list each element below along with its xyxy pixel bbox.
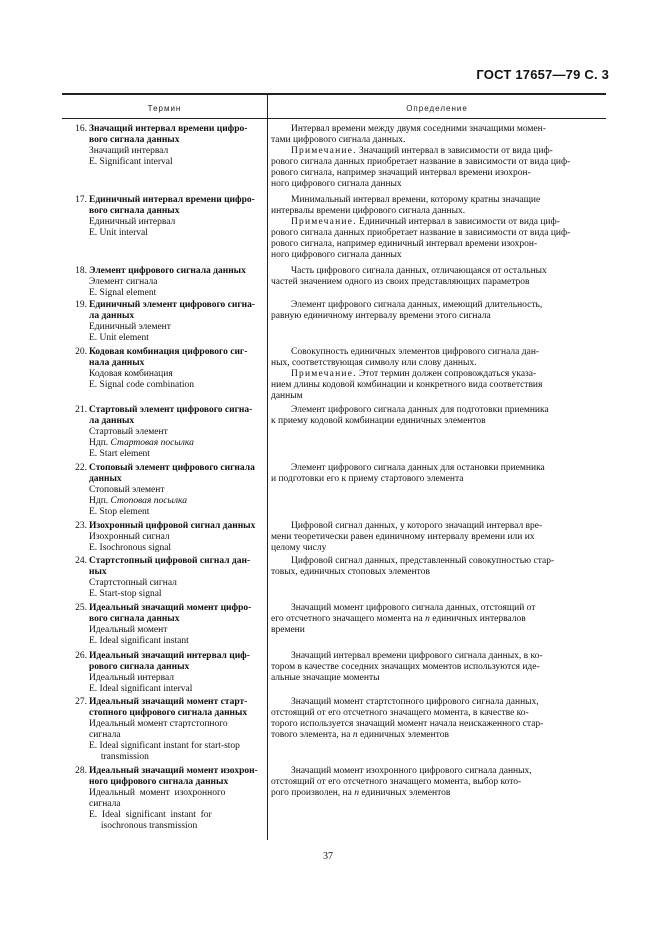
term-number: 17. xyxy=(75,195,87,205)
short-term: isochronous transmission xyxy=(89,821,198,831)
definition-note: Примечание. Единичный интервал в зависимости от вида циф- рового сигнала данных приобретает название в зависимости от вида циф- рового сигнала, например единичный интервал времени изохрон- ного цифрового сигнала данных xyxy=(271,217,571,260)
term-number: 28. xyxy=(75,766,87,776)
page-number: 37 xyxy=(323,851,333,862)
column-divider xyxy=(267,94,268,840)
english-equivalent: E. Start element xyxy=(89,449,150,459)
term-title: вого сигнала данных xyxy=(89,206,180,216)
definition-text: Часть цифрового сигнала данных, отличающаяся от остальных частей значением одного из своих представляющих параметров xyxy=(271,266,547,287)
english-equivalent: E. Ideal significant instant xyxy=(89,636,189,646)
term-title: 18. Элемент цифрового сигнала данных xyxy=(62,266,264,277)
term-title: ного цифрового сигнала данных xyxy=(89,777,229,787)
term-cell xyxy=(62,556,264,600)
definition-cell xyxy=(271,195,607,261)
english-equivalent: E. Signal element xyxy=(89,288,157,298)
document-header: ГОСТ 17657—79 С. 3 xyxy=(476,67,609,82)
english-equivalent: E. Unit interval xyxy=(89,228,148,238)
english-equivalent: E. Significant interval xyxy=(89,157,173,167)
definition-text: Элемент цифрового сигнала данных, имеющий длительность, равную единичному интервалу времени этого сигнала xyxy=(271,300,543,321)
short-term: transmission xyxy=(89,752,149,762)
term-title: 17. Единичный интервал времени цифро- xyxy=(62,195,264,206)
term-cell xyxy=(62,463,264,518)
english-equivalent: E. Unit element xyxy=(89,333,149,343)
term-title: данных xyxy=(89,474,122,484)
term-title: 28. Идеальный значащий момент изохрон- xyxy=(62,766,264,777)
term-number: 26. xyxy=(75,651,87,661)
term-number: 16. xyxy=(75,124,87,134)
short-term: сигнала xyxy=(89,799,121,809)
term-title: стопного цифрового сигнала данных xyxy=(89,708,248,718)
header-rule xyxy=(62,118,606,119)
term-cell xyxy=(62,651,264,695)
term-title: рового сигнала данных xyxy=(89,662,190,672)
term-number: 25. xyxy=(75,603,87,613)
term-title: ла данных xyxy=(89,311,135,321)
english-equivalent: E. Ideal significant interval xyxy=(89,684,193,694)
deprecated-term: Ндп. Стартовая посылка xyxy=(89,438,194,448)
term-number: 27. xyxy=(75,697,87,707)
short-term: Идеальный момент xyxy=(89,625,168,635)
term-title: 23. Изохронный цифровой сигнал данных xyxy=(62,521,264,532)
term-title: 25. Идеальный значащий момент цифро- xyxy=(62,603,264,614)
term-number: 22. xyxy=(75,463,87,473)
short-term: Единичный элемент xyxy=(89,322,171,332)
english-equivalent: E. Signal code combination xyxy=(89,380,195,390)
term-number: 24. xyxy=(75,556,87,566)
short-term: Стартстопный сигнал xyxy=(89,578,177,588)
definition-cell xyxy=(271,266,607,288)
english-equivalent: E. Stop element xyxy=(89,507,150,517)
short-term: Значащий интервал xyxy=(89,146,169,156)
short-term: Изохронный сигнал xyxy=(89,532,170,542)
definition-cell xyxy=(271,603,607,636)
term-cell xyxy=(62,300,264,344)
short-term: Идеальный момент изохронного xyxy=(89,788,226,798)
term-cell xyxy=(62,405,264,460)
term-title: вого сигнала данных xyxy=(89,614,180,624)
definition-note: Примечание. Этот термин должен сопровождаться указа- нием длины кодовой комбинации и конкретного вида соответствия данным xyxy=(271,369,543,401)
definition-cell xyxy=(271,521,607,554)
definition-text: Элемент цифрового сигнала данных для остановки приемника и подготовки его к приему стартового элемента xyxy=(271,463,545,484)
top-rule xyxy=(62,93,606,95)
term-cell xyxy=(62,603,264,647)
term-title: ных xyxy=(89,567,107,577)
term-number: 19. xyxy=(75,300,87,310)
short-term: Стартовый элемент xyxy=(89,427,168,437)
term-number: 23. xyxy=(75,521,87,531)
short-term: сигнала xyxy=(89,730,121,740)
definition-text: Значащий момент изохронного цифрового сигнала данных, отстоящий от его отсчетного значащего момента, выбор кото- рого произволен, на n единичных элементов xyxy=(271,766,532,798)
term-cell xyxy=(62,124,264,168)
definition-cell xyxy=(271,556,607,578)
definition-cell xyxy=(271,651,607,684)
definition-text: Элемент цифрового сигнала данных для подготовки приемника к приему кодовой комбинации единичных элементов xyxy=(271,405,549,426)
english-equivalent: E. Ideal significant instant for start-stop xyxy=(89,741,240,751)
english-equivalent: E. Ideal significant instant for xyxy=(89,810,212,820)
definition-text: Совокупность единичных элементов цифрового сигнала дан- ных, соответствующая символу или слову данных. xyxy=(271,347,540,368)
definition-note: Примечание. Значащий интервал в зависимости от вида циф- рового сигнала данных приобретает название в зависимости от вида циф- рового сигнала, например значащий интервал времени изохрон- ного цифрового сигнала данных xyxy=(271,146,571,189)
term-title: 26. Идеальный значащий интервал циф- xyxy=(62,651,264,662)
term-title: вого сигнала данных xyxy=(89,135,180,145)
term-title: ла данных xyxy=(89,416,135,426)
term-title: 20. Кодовая комбинация цифрового сиг- xyxy=(62,347,264,358)
term-number: 20. xyxy=(75,347,87,357)
term-cell xyxy=(62,697,264,763)
definition-cell xyxy=(271,300,607,322)
term-number: 18. xyxy=(75,266,87,276)
short-term: Стоповый элемент xyxy=(89,485,165,495)
definition-text: Значащий интервал времени цифрового сигнала данных, в ко- тором в качестве соседних значащих моментов используются иде- альные значащие моменты xyxy=(271,651,543,683)
short-term: Элемент сигнала xyxy=(89,277,158,287)
term-title: 21. Стартовый элемент цифрового сигна- xyxy=(62,405,264,416)
term-number: 21. xyxy=(75,405,87,415)
definition-text: Цифровой сигнал данных, у которого значащий интервал вре- мени теоретически равен единичному интервалу времени или их целому числу xyxy=(271,521,543,553)
definition-cell xyxy=(271,463,607,485)
column-header-definition: Определение xyxy=(406,104,468,113)
definition-text: Значащий момент стартстопного цифрового сигнала данных, отстоящий от его отсчетного значащего момента, в качестве ко- торого используется значащий момент начала неискаженного стар- тового элемента, на n единичных элементов xyxy=(271,697,544,740)
definition-text: Цифровой сигнал данных, представленный совокупностью стар- товых, единичных стоповых элементов xyxy=(271,556,555,577)
term-title: нала данных xyxy=(89,358,145,368)
short-term: Единичный интервал xyxy=(89,217,176,227)
definition-cell xyxy=(271,697,607,741)
term-title: 19. Единичный элемент цифрового сигна- xyxy=(62,300,264,311)
short-term: Идеальный момент стартстопного xyxy=(89,719,228,729)
definition-text: Значащий момент цифрового сигнала данных, отстоящий от его отсчетного значащего момента на n единичных интервалов времени xyxy=(271,603,536,635)
short-term: Идеальный интервал xyxy=(89,673,175,683)
term-cell xyxy=(62,766,264,832)
term-title: 22. Стоповый элемент цифрового сигнала xyxy=(62,463,264,474)
english-equivalent: E. Isochronous signal xyxy=(89,543,172,553)
definition-text: Интервал времени между двумя соседними значащими момен- тами цифрового сигнала данных. xyxy=(271,124,546,145)
definition-cell xyxy=(271,405,607,427)
term-title: 27. Идеальный значащий момент старт- xyxy=(62,697,264,708)
term-cell xyxy=(62,195,264,239)
term-cell xyxy=(62,266,264,299)
english-equivalent: E. Start-stop signal xyxy=(89,589,162,599)
term-title: 24. Стартстопный цифровой сигнал дан- xyxy=(62,556,264,567)
definition-cell xyxy=(271,347,607,402)
term-cell xyxy=(62,521,264,554)
definition-text: Минимальный интервал времени, которому кратны значащие интервалы времени цифрового сигнала данных. xyxy=(271,195,541,216)
deprecated-term: Ндп. Стоповая посылка xyxy=(89,496,187,506)
term-cell xyxy=(62,347,264,391)
term-title: 16. Значащий интервал времени цифро- xyxy=(62,124,264,135)
column-header-term: Термин xyxy=(147,104,182,113)
definition-cell xyxy=(271,124,607,190)
short-term: Кодовая комбинация xyxy=(89,369,173,379)
definition-cell xyxy=(271,766,607,799)
